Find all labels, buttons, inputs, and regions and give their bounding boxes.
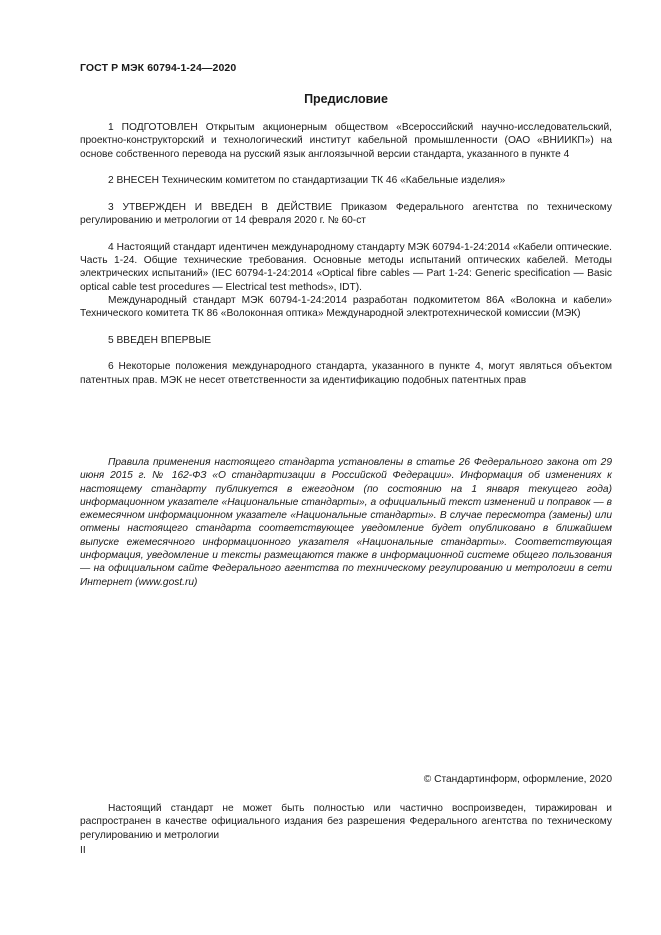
application-rules-notice: Правила применения настоящего стандарта установлены в статье 26 Федерального закона от 29 июня 2015 г. № 162-ФЗ «О стандартизации в Российской Федерации». Информация об изменениях к настоящему стандарту публикуется в ежегодном (по состоянию на 1 января текущего года) информационном указателе «Национальные стандарты», а официальный текст изменений и поправок — в ежемесячном информационном указателе «Национальные стандарты». В случае пересмотра (замены) или отмены настоящего стандарта соответствующее уведомление будет опубликовано в ближайшем выпуске ежемесячного информационного указателя «Национальные стандарты». Соответствующая информация, уведомление и тексты размещаются также в информационной системе общего пользования — на официальном сайте Федерального агентства по техническому регулированию и метрологии в сети Интернет (www.gost.ru) [80,457,612,588]
paragraph-4-continued: Международный стандарт МЭК 60794-1-24:2014 разработан подкомитетом 86А «Волокна и кабели» Технического комитета ТК 86 «Волоконная оптика» Международной электротехнической комиссии (МЭК) [80,294,612,320]
paragraph-6: 6 Некоторые положения международного стандарта, указанного в пункте 4, могут являться объектом патентных прав. МЭК не несет ответственности за идентификацию подобных патентных прав [80,361,612,386]
reproduction-disclaimer: Настоящий стандарт не может быть полностью или частично воспроизведен, тиражирован и распространен в качестве официального издания без разрешения Федерального агентства по техническому регулированию и метрологии [80,803,612,841]
paragraph-5: 5 ВВЕДЕН ВПЕРВЫЕ [108,334,212,346]
paragraph-1: 1 ПОДГОТОВЛЕН Открытым акционерным обществом «Всероссийский научно-исследовательский, проектно-конструкторский и технологический институт кабельной промышленности (ОАО «ВНИИКП») на основе собственного перевода на русский язык англоязычной версии стандарта, указанного в пункте 4 [80,122,612,160]
paragraph-2: 2 ВНЕСЕН Техническим комитетом по стандартизации ТК 46 «Кабельные изделия» [108,175,506,187]
paragraph-4: 4 Настоящий стандарт идентичен международному стандарту МЭК 60794-1-24:2014 «Кабели оптические. Часть 1-24. Общие технические требования. Основные методы испытаний оптических кабелей. Методы электрических испытаний» (IEC 60794-1-24:2014 «Optical fibre cables — Part 1-24: Generic specification — Basic optical cable test procedures — Electrical test methods», IDT). [80,241,612,293]
page-number: II [80,845,86,856]
foreword-body [80,121,612,387]
page-title: Предисловие [304,92,388,106]
standard-code-header: ГОСТ Р МЭК 60794-1-24—2020 [80,62,237,74]
paragraph-3: 3 УТВЕРЖДЕН И ВВЕДЕН В ДЕЙСТВИЕ Приказом Федерального агентства по техническому регулированию и метрологии от 14 февраля 2020 г. № 60-ст [80,201,612,227]
copyright-line: © Стандартинформ, оформление, 2020 [423,774,612,785]
